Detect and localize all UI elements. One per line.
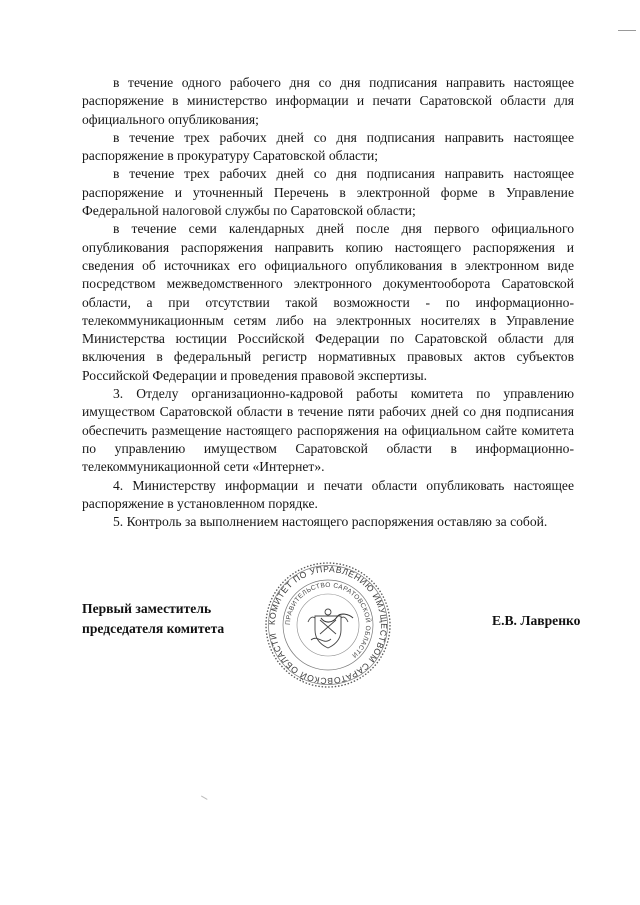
seal-inner-text: ПРАВИТЕЛЬСТВО САРАТОВСКОЙ ОБЛАСТИ	[284, 581, 372, 659]
scan-edge-mark	[618, 30, 636, 31]
paragraph-send-prosecutor: в течение трех рабочих дней со дня подписания направить настоящее распоряжение в прокуратуру Саратовской области;	[82, 129, 574, 164]
paragraph-send-ministry: в течение одного рабочего дня со дня подписания направить настоящее распоряжение в министерство информации и печати Саратовской области для официального опубликования;	[82, 75, 574, 127]
official-seal	[263, 560, 393, 690]
coat-of-arms-icon	[308, 609, 348, 648]
paragraph-send-justice: в течение семи календарных дней после дня первого официального опубликования распоряжения направить копию настоящего распоряжения и сведения об источниках его официального опубликования в электронном виде посредством межведомственного электронного документооборота Саратовской области, а при отсутствии такой возможности - по информационно-телекоммуникационным сетям либо на электронных носителях в Управление Министерства юстиции Российской Федерации по Саратовской области для включения в федеральный регистр нормативных правовых актов субъектов Российской Федерации и проведения правовой экспертизы.	[82, 221, 574, 383]
seal-outer-text: КОМИТЕТ ПО УПРАВЛЕНИЮ ИМУЩЕСТВОМ САРАТОВСКОЙ ОБЛАСТИ	[266, 563, 390, 687]
paragraph-send-tax-service: в течение трех рабочих дней со дня подписания направить настоящее распоряжение и уточненный Перечень в электронной форме в Управление Федеральной налоговой службы по Саратовской области;	[82, 166, 574, 219]
signatory-position-line1: Первый заместитель	[82, 601, 212, 616]
document-body	[82, 74, 574, 531]
scan-artifact	[199, 796, 207, 803]
signatory-name: Е.В. Лавренко	[492, 613, 581, 628]
paragraph-item-3: 3. Отделу организационно-кадровой работы комитета по управлению имуществом Саратовской области в течение пяти рабочих дней со дня подписания обеспечить размещение настоящего распоряжения на официальном сайте комитета по управлению имуществом Саратовской области в информационно-телекоммуникационной сети «Интернет».	[82, 386, 574, 475]
seal-graphic	[263, 560, 393, 690]
paragraph-item-4: 4. Министерству информации и печати области опубликовать настоящее распоряжение в установленном порядке.	[82, 477, 574, 511]
signatory-position	[82, 599, 224, 639]
paragraph-item-5: 5. Контроль за выполнением настоящего распоряжения оставляю за собой.	[113, 514, 548, 530]
signatory-position-line2: председателя комитета	[82, 621, 225, 636]
